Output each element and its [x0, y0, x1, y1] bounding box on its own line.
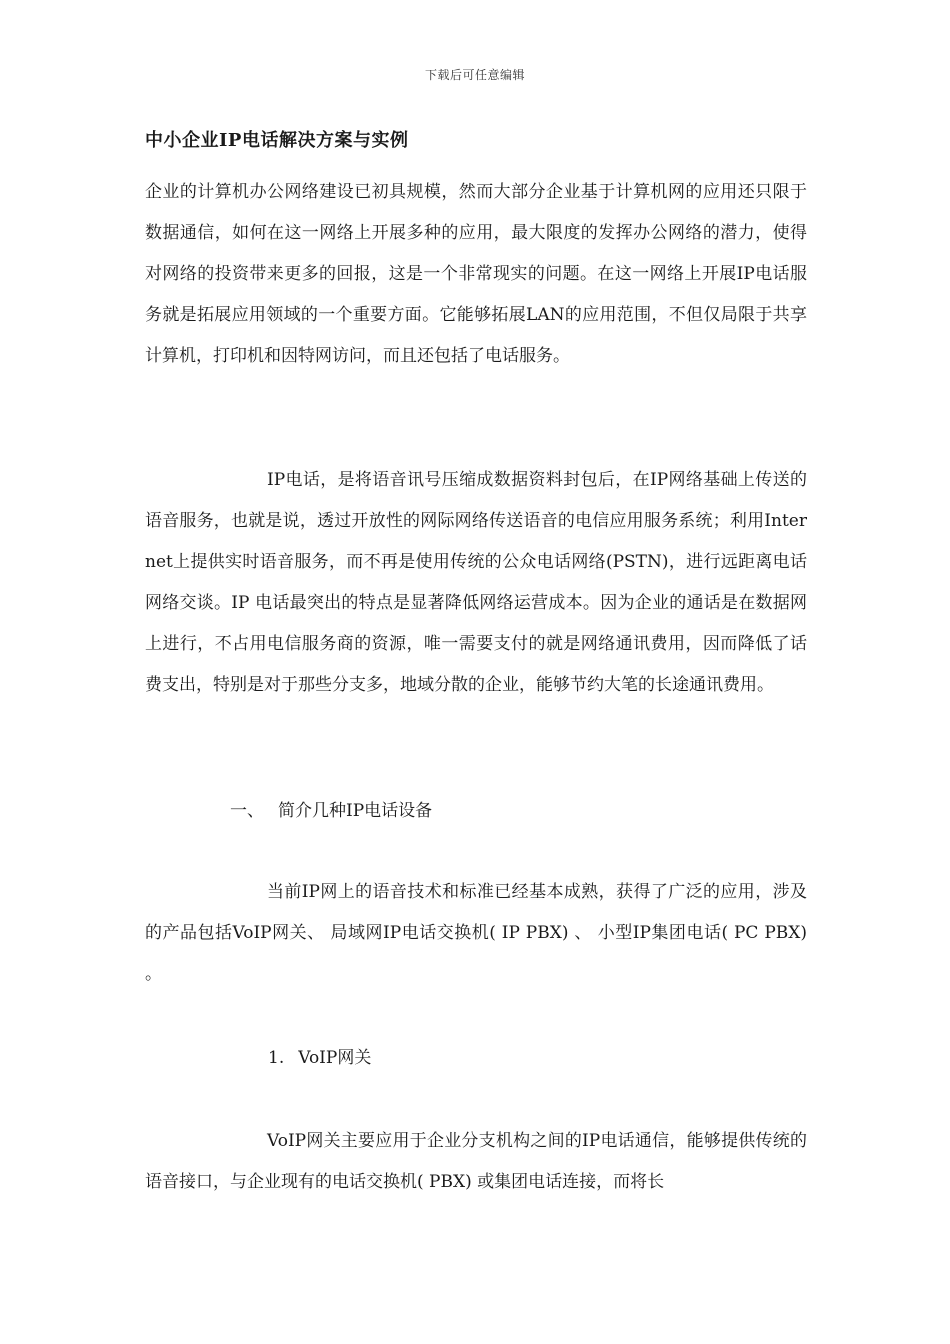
paragraph-voip-gateway: VoIP网关主要应用于企业分支机构之间的IP电话通信，能够提供传统的语音接口，与企业现有的电话交换机( PBX) 或集团电话连接，而将长 [145, 1131, 807, 1192]
section-title: 简介几种IP电话设备 [278, 801, 433, 821]
header-note: 下载后可任意编辑 [424, 68, 525, 82]
paragraph-intro: 企业的计算机办公网络建设已初具规模，然而大部分企业基于计算机网的应用还只限于数据通信，如何在这一网络上开展多种的应用，最大限度的发挥办公网络的潜力，使得对网络的投资带来更多的回报，这是一个非常现实的问题。在这一网络上开展IP电话服务就是拓展应用领域的一个重要方面。它能够拓展LAN的应用范围，不但仅局限于共享计算机，打印机和因特网访问，而且还包括了电话服务。 [145, 182, 807, 366]
subsection-number: 1. [268, 1048, 285, 1068]
section-number: 一、 [230, 801, 264, 821]
paragraph-ip-phone: IP电话，是将语音讯号压缩成数据资料封包后，在IP网络基础上传送的语音服务，也就是说，透过开放性的网际网络传送语音的电信应用服务系统；利用Internet上提供实时语音服务，而不再是使用传统的公众电话网络(PSTN)，进行远距离电话网络交谈。IP 电话最突出的特点是显著降低网络运营成本。因为企业的通话是在数据网上进行，不占用电信服务商的资源，唯一需要支付的就是网络通讯费用，因而降低了话费支出，特别是对于那些分支多，地域分散的企业，能够节约大笔的长途通讯费用。 [145, 470, 807, 695]
paragraph-current-tech: 当前IP网上的语音技术和标准已经基本成熟，获得了广泛的应用，涉及的产品包括VoIP网关、 局域网IP电话交换机( IP PBX) 、 小型IP集团电话( PC PBX) 。 [145, 882, 807, 984]
section-heading-1 [230, 791, 432, 832]
subsection-heading-1 [268, 1038, 371, 1079]
subsection-title: VoIP网关 [298, 1048, 372, 1068]
document-title: 中小企业IP电话解决方案与实例 [145, 130, 409, 151]
